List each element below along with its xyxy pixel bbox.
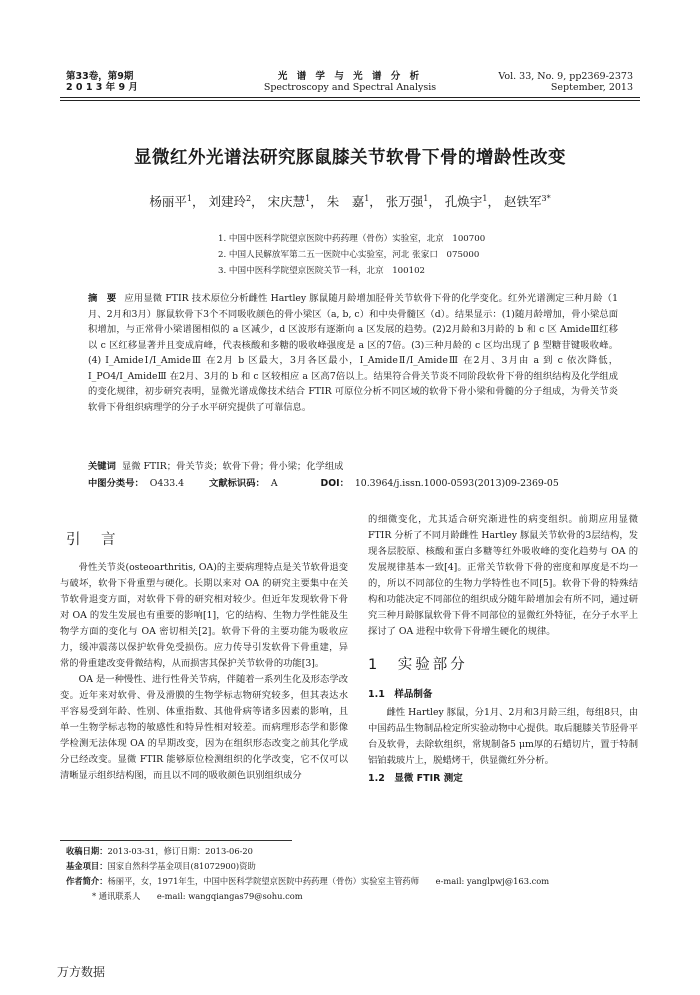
intro-paragraph: 骨性关节炎(osteoarthritis, OA)的主要病理特点是关节软骨退变与破坏，软骨下骨重塑与硬化。长期以来对 OA 的研究主要集中在关节软骨退变方面，对软骨下骨的研究相对较少。但近年发现软骨下骨对 OA 的发生发展也有重要的影响[1]，它的结构、生物力学性能及生物学方面的变化与 OA 密切相关[2]。软骨下骨的主要功能为吸收应力，缓冲震荡以保护软骨免受损伤。应力传导引发软骨下骨重建，异常的骨重建改变骨微结构，从而损害其保护关节软骨的功能[3]。: [60, 562, 348, 669]
author: 赵铁军$^{3*}$: [503, 193, 551, 209]
volume-pages: Vol. 33, No. 9, pp2369-2373: [498, 71, 633, 82]
author: 张万强$^1$: [385, 193, 429, 209]
author-list: 杨丽平$^1$， 刘建玲$^2$， 宋庆慧$^1$， 朱 嘉$^1$， 张万强$^1$， 孔焕宇$^1$， 赵铁军$^{3*}$: [149, 193, 551, 209]
clc-code: O433.4: [149, 478, 185, 489]
intro-heading: 引 言: [66, 532, 119, 548]
classification-line: [88, 477, 559, 491]
author: 孔焕宇$^1$: [444, 193, 488, 209]
keywords-label: 关键词: [88, 461, 116, 472]
bio-text: 杨丽平，女，1971年生，中国中医科学院望京医院中药药理（骨伤）实验室主管药师: [107, 876, 420, 886]
author: 刘建玲$^2$: [208, 193, 252, 209]
received-label: 收稿日期：: [66, 846, 108, 856]
clc-label: 中图分类号：: [88, 478, 144, 489]
bio-email: e-mail: yanglpwj@163.com: [435, 876, 550, 886]
journal-issue: [66, 71, 138, 93]
doi-value: 10.3964/j.issn.1000-0593(2013)09-2369-05: [354, 478, 559, 489]
abstract: [88, 291, 618, 415]
journal-name: [250, 71, 450, 93]
doc-code: A: [270, 478, 278, 489]
fund-text: 国家自然科学基金项目(81072900)资助: [107, 861, 256, 871]
received-dates: 2013-03-31，修订日期：2013-06-20: [107, 846, 253, 856]
keywords-text: 显微 FTIR；骨关节炎；软骨下骨；骨小梁；化学组成: [121, 461, 344, 472]
footnote-received: [66, 845, 253, 858]
abstract-text: 应用显微 FTIR 技术原位分析雌性 Hartley 豚鼠随月龄增加胫骨关节软骨下骨的化学变化。红外光谱测定三种月龄（1月、2月和3月）豚鼠软骨下3个不同吸收颜色的骨小梁区（a, b, c）和中央骨髓区（d）。结果显示：(1)随月龄增加，骨小梁总面积增加，与正常骨小梁谱图相似的 a 区减少，d 区波形有逐渐向 a 区发展的趋势。(2)2月龄和3月龄的 b 和 c 区 AmideⅢ红移以 c 区红移显著并且变成肩峰，代表核酸和多糖的吸收峰强度是 a 区的7倍。(3)三种月龄的 c 区均出现了 β 型糖苷键吸收峰。(4) I_AmideⅠ/I_AmideⅢ 在2月 b 区最大，3月各区最小，I_AmideⅡ/I_AmideⅢ 在2月、3月由 a 到 c 依次降低，I_PO4/I_AmideⅢ 在2月、3月的 b 和 c 区较相应 a 区高7倍以上。结果符合骨关节炎不同阶段软骨下骨的组织结构及化学组成的变化规律，初步研究表明，显微光谱成像技术结合 FTIR 可原位分析不同区域的软骨下骨小梁和骨髓的分子组成，为骨关节炎软骨下骨组织病理学的分子水平研究提供了可靠信息。: [88, 293, 618, 413]
doi-label: DOI：: [320, 478, 349, 489]
paper-title: 显微红外光谱法研究豚鼠膝关节软骨下骨的增龄性改变: [134, 148, 566, 168]
doc-code-label: 文献标识码：: [209, 478, 265, 489]
abstract-label: 摘 要: [88, 293, 117, 304]
footnote-corresponding: [92, 890, 303, 903]
corresponding-label: * 通讯联系人: [92, 891, 141, 901]
right-column: [368, 512, 638, 787]
journal-volume-info: [498, 71, 633, 93]
header-rule-thick: [60, 97, 640, 98]
affiliation-3: 3. 中国中医科学院望京医院关节一科，北京 100102: [218, 266, 426, 276]
wanfang-watermark: 万方数据: [57, 965, 106, 979]
issue-date: 2 0 1 3 年 9 月: [66, 82, 138, 93]
journal-name-en: Spectroscopy and Spectral Analysis: [263, 82, 437, 93]
affiliation-1: 1. 中国中医科学院望京医院中药药理（骨伤）实验室，北京 100700: [218, 234, 486, 244]
subsection-1-1-heading: 1.1 样品制备: [368, 689, 433, 700]
volume-month: September, 2013: [550, 82, 633, 93]
bio-label: 作者简介：: [66, 876, 108, 886]
author: 宋庆慧$^1$: [267, 193, 311, 209]
author: 杨丽平$^1$: [149, 193, 193, 209]
journal-name-cn: 光 谱 学 与 光 谱 分 析: [277, 71, 423, 82]
footnote-fund: [66, 860, 256, 873]
footnote-rule: [60, 840, 292, 841]
subsection-1-2-heading: 1.2 显微 FTIR 测定: [368, 773, 463, 784]
author: 朱 嘉$^1$: [326, 193, 370, 209]
intro-paragraph: OA 是一种慢性、进行性骨关节病，伴随着一系列生化及形态学改变。近年来对软骨、骨及滑膜的生物学标志物研究较多，但其表达水平容易受到年龄、性别、体重指数、其他骨病等诸多因素的影响，且单一生物学标志物的敏感性和特异性相对较差。而病理形态学和影像学检测无法体现 OA 的早期改变，因为在组织形态改变之前其化学成分已经改变。显微 FTIR 能够原位检测组织的化学改变，它不仅可以清晰显示组织结构图，而且以不同的吸收颜色识别组织成分: [60, 674, 348, 781]
footnote-bio: [66, 875, 646, 888]
section-1-heading: 1 实验部分: [368, 657, 468, 673]
keywords: [88, 460, 343, 474]
issue-volume: 第33卷，第9期: [66, 71, 134, 82]
intro-body: [60, 560, 348, 784]
affiliation-2: 2. 中国人民解放军第二五一医院中心实验室，河北 张家口 075000: [218, 250, 480, 260]
continued-paragraph: 的细微变化，尤其适合研究渐进性的病变组织。前期应用显微 FTIR 分析了不同月龄雌性 Hartley 豚鼠关节软骨的3层结构，发现各层胶原、核酸和蛋白多糖等红外吸收峰的变化趋势与 OA 的发展规律基本一致[4]。正常关节软骨下骨的密度和厚度是不均一的，所以不同部位的生物力学特性也不同[5]。软骨下骨的特殊结构和功能决定不同部位的组织成分随年龄增加会有所不同，通过研究三种月龄豚鼠软骨下骨不同部位的显微红外特征，在分子水平上探讨了 OA 进程中软骨下骨增生硬化的规律。: [368, 514, 638, 637]
corresponding-email: e-mail: wangqiangas79@sohu.com: [156, 891, 303, 901]
header-rule-thin: [60, 100, 640, 101]
subsection-1-1-text: 雌性 Hartley 豚鼠，分1月、2月和3月龄三组，每组8只，由中国药品生物制品检定所实验动物中心提供。取后腿膝关节胫骨平台及软骨，去除软组织，常规制备5 μm厚的石蜡切片，置于特制铝铂载玻片上，脱蜡烤干，供显微红外分析。: [368, 707, 638, 766]
fund-label: 基金项目：: [66, 861, 108, 871]
